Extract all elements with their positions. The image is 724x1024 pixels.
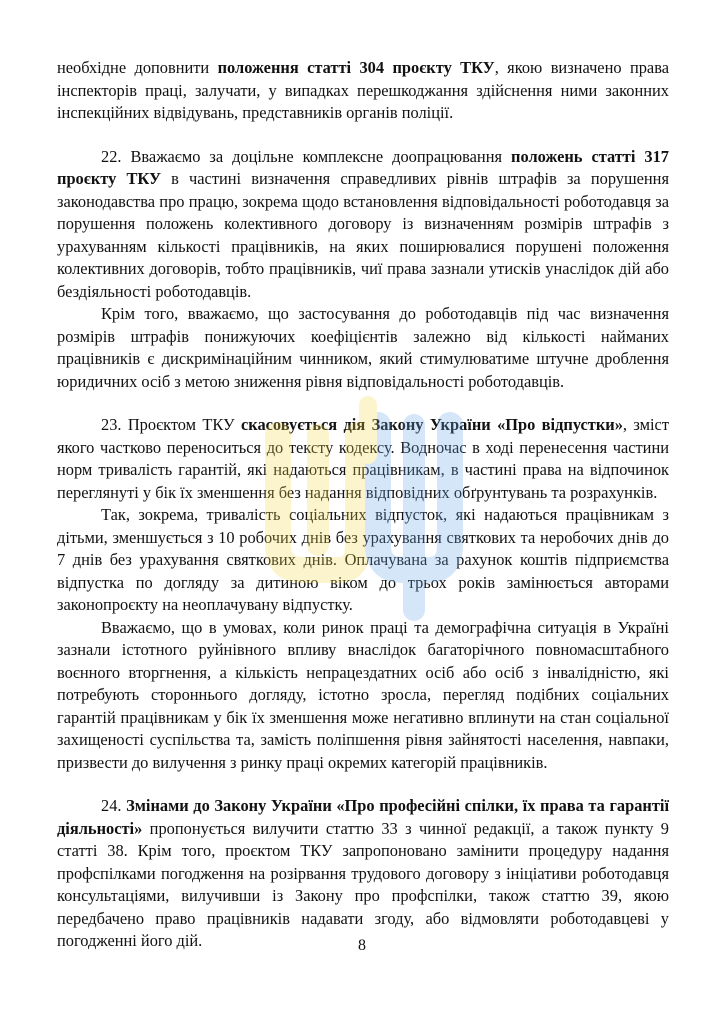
paragraph-22-second: Крім того, вважаємо, що застосування до роботодавців під час визначення розмірів штрафів понижуючих коефіцієнтів залежно від кількості найманих працівників є дискримінаційним чинником, який стимулюватиме штучне дроблення юридичних осіб з метою зниження рівня відповідальності роботодавців.	[57, 304, 669, 391]
paragraph-continuation	[57, 57, 669, 125]
text-run: , якою визначено права інспекторів праці, залучати, у випадках перешкоджання здійснення ними законних інспекційних відвідувань, представників органів поліції.	[57, 58, 669, 122]
paragraph-24	[57, 795, 669, 953]
paragraph-gap	[57, 774, 669, 795]
text-run: 23. Проєктом ТКУ	[101, 415, 241, 434]
paragraph-22	[57, 146, 669, 304]
paragraph-23	[57, 414, 669, 504]
bold-text-run: Змінами до Закону України «Про професійні спілки, їх права та гарантії діяльності»	[57, 796, 669, 838]
paragraph-23-third: Вважаємо, що в умовах, коли ринок праці та демографічна ситуація в Україні зазнали істотного руйнівного впливу внаслідок багаторічного повномасштабного воєнного вторгнення, а кількість непрацездатних осіб або осіб з інвалідністю, які потребують стороннього догляду, істотно зросла, перегляд подібних соціальних гарантій працівникам у бік їх зменшення може негативно вплинути на стан соціальної захищеності суспільства та, замість поліпшення рівня зайнятості населення, навпаки, призвести до вилучення з ринку праці окремих категорій працівників.	[57, 617, 669, 772]
text-run: необхідне доповнити	[57, 58, 218, 77]
paragraph-gap	[57, 125, 669, 146]
paragraph-23-second: Так, зокрема, тривалість соціальних відпусток, які надаються працівникам з дітьми, зменшується з 10 робочих днів без урахування святкових та неробочих днів до 7 днів без урахування святкових днів. Оплачувана за рахунок коштів підприємства відпустка по догляду за дитиною віком до трьох років замінюється авторами законопроєкту на неоплачувану відпустку.	[57, 505, 669, 614]
document-page	[57, 57, 669, 953]
paragraph-gap	[57, 393, 669, 414]
bold-text-run: положень статті 317 проєкту ТКУ	[57, 146, 669, 188]
text-run: , зміст якого частково переноситься до тексту кодексу. Водночас в ході перенесення частини норм тривалість гарантій, які надаються працівникам, в частині права на відпочинок переглянуті у бік їх зменшення без надання відповідних обґрунтувань та розрахунків.	[57, 415, 669, 502]
bold-text-run: положення статті 304 проєкту ТКУ	[217, 58, 495, 77]
page-number: 8	[358, 937, 366, 954]
text-run: в частині визначення справедливих рівнів штрафів за порушення законодавства про працю, зокрема щодо встановлення відповідальності роботодавця за порушення положень колективного договору із визначенням розмірів штрафів з урахуванням кількості працівників, на яких поширювалися порушені положення колективних договорів, тобто працівників, чиї права зазнали утисків унаслідок дій або бездіяльності роботодавців.	[57, 169, 669, 301]
text-run: 24.	[101, 796, 127, 815]
bold-text-run: скасовується дія Закону України «Про відпустки»	[240, 415, 623, 434]
text-run: пропонується вилучити статтю 33 з чинної редакції, а також пункту 9 статті 38. Крім того, проєктом ТКУ запропоновано замінити процедуру надання профспілками погодження на розірвання трудового договору з ініціативи роботодавця консультаціями, вилучивши із Закону про профспілки, також статтю 39, якою передбачено право працівників надавати згоду, або відмовляти роботодавцеві у погодженні його дій.	[57, 818, 669, 950]
text-run: 22. Вважаємо за доцільне комплексне доопрацювання	[101, 146, 512, 166]
